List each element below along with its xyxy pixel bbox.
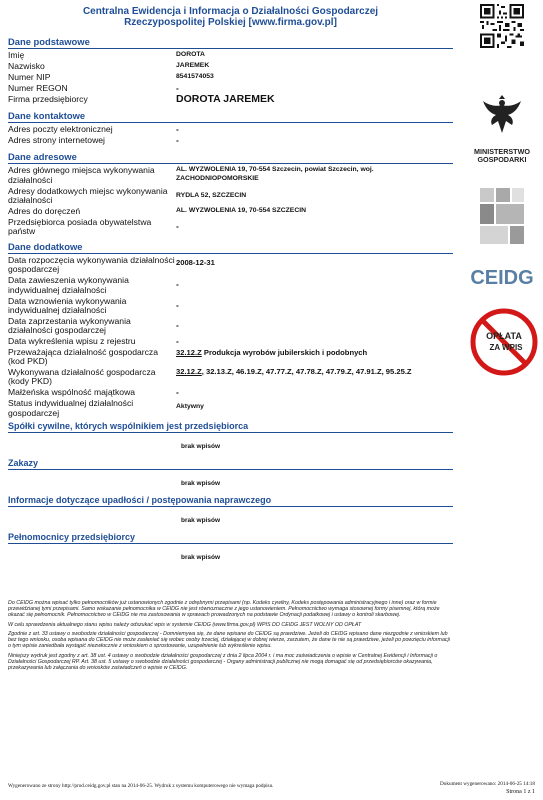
value-upadlosc: brak wpisów: [181, 516, 221, 524]
label-wykreslenie: Data wykreślenia wpisu z rejestru: [8, 336, 136, 347]
page-number: Strona 1 z 1: [506, 789, 535, 795]
row-adres-glowny: [8, 166, 453, 184]
section-title-pelnomocnicy: Pełnomocnicy przedsiębiorcy: [8, 532, 453, 544]
section-title-upadlosc: Informacje dotyczące upadłości / postępowania naprawczego: [8, 495, 453, 507]
ceidg-logo-text: CEIDG: [470, 267, 534, 289]
value-adres-glowny: AL. WYZWOLENIA 19, 70-554 Szczecin, powiat Szczecin, woj. ZACHODNIOPOMORSKIE: [176, 166, 374, 182]
row-zawieszenie: [8, 276, 453, 294]
row-zaprzestanie: [8, 317, 453, 335]
ministry-line-2: GOSPODARKI: [477, 155, 527, 164]
row-nazwisko: [8, 62, 453, 71]
pkd-codes-list: , 32.13.Z, 46.19.Z, 47.77.Z, 47.78.Z, 47.79.Z, 47.91.Z, 95.25.Z: [201, 367, 412, 377]
label-regon: Numer REGON: [8, 83, 68, 93]
main-content: [8, 35, 453, 569]
footer-right: [440, 780, 535, 796]
value-wykreslenie: -: [176, 336, 179, 347]
row-adres-doreczen: [8, 207, 453, 216]
row-wykreslenie: [8, 337, 453, 346]
label-obywatelstwo: Przedsiębiorca posiada obywatelstwa państw: [8, 216, 152, 237]
ministry-name: [465, 148, 539, 164]
value-zawieszenie: -: [176, 279, 179, 290]
no-fee-stamp-icon: [470, 308, 538, 376]
label-wspolnosc: Małżeńska wspólność majątkowa: [8, 387, 136, 398]
label-adres-dodatkowy: Adresy dodatkowych miejsc wykonywania działalności: [8, 185, 168, 205]
value-imie: DOROTA: [176, 51, 205, 58]
value-nazwisko: JAREMEK: [176, 62, 210, 69]
header-line-2: Rzeczypospolitej Polskiej [www.firma.gov.pl]: [124, 17, 337, 28]
section-title-zakazy: Zakazy: [8, 458, 453, 470]
row-obywatelstwo: [8, 218, 453, 236]
value-obywatelstwo: -: [176, 220, 179, 231]
value-pkd-przewazajaca: [176, 349, 453, 358]
side-panel: [465, 4, 539, 381]
section-zakazy: [8, 458, 453, 487]
label-nip: Numer NIP: [8, 72, 51, 82]
row-wznowienie: [8, 297, 453, 315]
row-pkd-przewazajaca: [8, 348, 453, 366]
white-eagle-emblem-icon: [480, 93, 524, 137]
value-nip: 8541574053: [176, 73, 214, 80]
label-pkd-przewazajaca: Przeważająca działalność gospodarcza (kod PKD): [8, 347, 158, 367]
row-regon: [8, 84, 453, 93]
label-adres-glowny: Adres głównego miejsca wykonywania działalności: [8, 165, 155, 185]
value-regon: -: [176, 83, 179, 93]
label-imie: Imię: [8, 50, 25, 60]
row-imie: [8, 51, 453, 60]
row-wspolnosc: [8, 388, 453, 397]
row-nip: [8, 73, 453, 82]
label-nazwisko: Nazwisko: [8, 61, 45, 71]
label-pkd-wykonywana: Wykonywana działalność gospodarcza (kody PKD): [8, 367, 156, 387]
label-firma: Firma przedsiębiorcy: [8, 94, 88, 104]
value-zakazy: brak wpisów: [181, 479, 221, 487]
section-pelnomocnicy: [8, 532, 453, 561]
value-zaprzestanie: -: [176, 319, 179, 330]
row-rozpoczecie: [8, 256, 453, 274]
label-zawieszenie: Data zawieszenia wykonywania indywidualnej działalności: [8, 275, 129, 295]
section-title-kontaktowe: Dane kontaktowe: [8, 109, 453, 123]
value-pkd-wykonywana: [176, 368, 453, 377]
label-rozpoczecie: Data rozpoczęcia wykonywania działalności gospodarczej: [8, 255, 175, 275]
value-www: -: [176, 135, 179, 146]
label-status: Status indywidualnej działalności gospodarczej: [8, 398, 134, 418]
decorative-blocks-icon: [478, 184, 526, 248]
row-status: [8, 399, 453, 417]
footnotes: [8, 600, 451, 674]
label-email: Adres poczty elektronicznej: [8, 124, 113, 135]
section-upadlosc: [8, 495, 453, 524]
row-email: [8, 125, 453, 134]
pkd-description: Produkcja wyrobów jubilerskich i podobnych: [201, 348, 368, 358]
footnote-2: W celu sprawdzenia aktualnego stanu wpisu należy odszukać wpis w systemie CEIDG (www.firma.gov.pl) WPIS DO CEIDG JEST WOLNY OD OPŁAT: [8, 621, 362, 628]
footnote-3: Zgodnie z art. 33 ustawy o swobodzie działalności gospodarczej - Domniemywa się, że dane wpisane do CEIDG są prawdziwe. Jeżeli do CEIDG wpisano dane niezgodnie z wnioskiem lub bez tego wniosku, osoba wpisana do CEIDG nie może zasłaniać się wobec osoby trzeciej, działającej w dobrej wierze, zarzutem, że dane te nie są prawdziwe, jeżeli po powzięciu informacji o tym wpisie zaniedbała wystąpić niezwłocznie z wnioskiem o sprostowanie, uzupełnienie lub wykreślenie wpisu.: [8, 631, 450, 649]
row-www: [8, 136, 453, 145]
ceidg-logo: [469, 263, 535, 291]
value-spolki: brak wpisów: [181, 442, 221, 450]
value-wspolnosc: -: [176, 387, 179, 398]
stamp-line-2: ZA WPIS: [489, 343, 523, 352]
stamp-line-1: OPŁATA: [486, 331, 522, 341]
value-rozpoczecie: 2008-12-31: [176, 258, 215, 268]
label-www: Adres strony internetowej: [8, 135, 105, 146]
value-email: -: [176, 124, 179, 135]
section-title-spolki: Spółki cywilne, których wspólnikiem jest przedsiębiorca: [8, 421, 453, 433]
value-status: Aktywny: [176, 403, 204, 411]
qr-code-icon: [480, 4, 524, 48]
section-title-podstawowe: Dane podstawowe: [8, 35, 453, 49]
section-title-adresowe: Dane adresowe: [8, 150, 453, 164]
value-wznowienie: -: [176, 299, 179, 310]
value-firma: DOROTA JAREMEK: [176, 93, 275, 105]
value-adres-dodatkowy: RYDLA 52, SZCZECIN: [176, 191, 247, 199]
ministry-line-1: MINISTERSTWO: [474, 147, 530, 156]
generated-date: Dokument wygenerowano: 2014-06-25 14:18: [440, 781, 535, 787]
footnote-4: Niniejszy wydruk jest zgodny z art. 38 ust. 4 ustawy o swobodzie działalności gospodarczej z dnia 2 lipca 2004 r. i ma moc zaświadczenia o wpisie w Centralnej Ewidencji i Informacji o Działalności Gospodarczej RP. Art. 38 ust. 5 ustawy o swobodzie działalności gospodarczej - Organy administracji publicznej nie mogą domagać się od przedsiębiorców okazywania, przekazywania lub załączania do wniosków zaświadczeń o wpisie w CEIDG.: [8, 652, 438, 671]
label-wznowienie: Data wznowienia wykonywania indywidualnej działalności: [8, 295, 127, 315]
section-spolki: [8, 421, 453, 450]
section-title-dodatkowe: Dane dodatkowe: [8, 240, 453, 254]
pkd-code-link[interactable]: 32.12.Z: [176, 348, 202, 358]
footnote-1: Do CEIDG można wpisać tylko pełnomocników już ustanowionych zgodnie z odrębnymi przepisami (np. Kodeks cywilny, Kodeks postępowania administracyjnego i inne) oraz w formie przewidzianej tymi przepisami. Samo wskazanie pełnomocnika w CEIDG nie jest równoznaczne z jego ustanowieniem. Pełnomocnictwo wymaga stosownej formy pisemnej, którą może okazać się pełnomocnik. Pełnomocnictwo w CEIDG nie ma zastosowania w sprawach prowadzonych na podstawie Ordynacji podatkowej i ustawy o kontroli skarbowej.: [8, 600, 440, 618]
value-pelnomocnicy: brak wpisów: [181, 553, 221, 561]
footer-left: Wygenerowano ze strony http://prod.ceidg.gov.pl stan na 2014-06-25. Wydruk z systemu komputerowego nie wymaga podpisu.: [8, 783, 274, 789]
row-pkd-wykonywana: [8, 368, 453, 386]
row-adres-dodatkowy: [8, 187, 453, 205]
value-adres-doreczen: AL. WYZWOLENIA 19, 70-554 SZCZECIN: [176, 206, 307, 214]
pkd-code-link-2[interactable]: 32.12.Z: [176, 367, 202, 377]
label-zaprzestanie: Data zaprzestania wykonywania działalności gospodarczej: [8, 315, 131, 336]
row-firma: [8, 95, 453, 104]
label-adres-doreczen: Adres do doręczeń: [8, 205, 81, 216]
document-header: [8, 6, 453, 28]
header-line-1: Centralna Ewidencja i Informacja o Działalności Gospodarczej: [82, 6, 379, 17]
